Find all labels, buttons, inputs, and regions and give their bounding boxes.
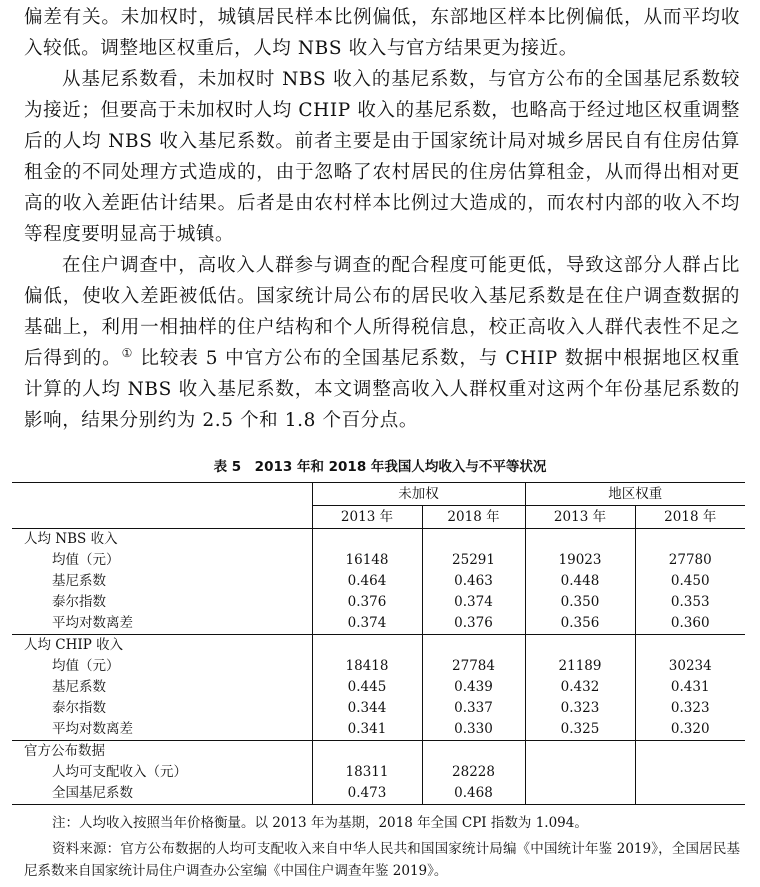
cell-value: 0.432 (525, 677, 635, 698)
cell-value: 19023 (525, 550, 635, 571)
cell-value: 0.341 (312, 719, 422, 741)
cell-value: 0.330 (422, 719, 525, 741)
cell-value: 16148 (312, 550, 422, 571)
cell-value: 0.376 (312, 592, 422, 613)
header-year: 2013 年 (525, 506, 635, 529)
table-source: 资料来源：官方公布数据的人均可支配收入来自中华人民共和国国家统计局编《中国统计年鉴 2019》，全国居民基尼系数来自国家统计局住户调查办公室编《中国住户调查年鉴 2019》。 (24, 841, 740, 879)
section-title-row (12, 635, 745, 657)
table-row (12, 656, 745, 677)
table-row (12, 613, 745, 635)
header-group-unweighted: 未加权 (312, 483, 525, 506)
header-row-groups (12, 483, 745, 506)
cell-value: 0.448 (525, 571, 635, 592)
cell-value: 0.356 (525, 613, 635, 635)
table-row (12, 550, 745, 571)
row-label: 人均可支配收入（元） (52, 764, 187, 780)
row-label: 泰尔指数 (52, 594, 106, 610)
income-inequality-table (12, 482, 745, 805)
paragraph-3-part-b: 比较表 5 中官方公布的全国基尼系数，与 CHIP 数据中根据地区权重计算的人均 NBS 收入基尼系数，本文调整高收入人群权重对这两个年份基尼系数的影响，结果分别约为 2.5 个和 1.8 个百分点。 (24, 348, 740, 431)
cell-value (525, 783, 635, 805)
section-title: 人均 CHIP 收入 (24, 637, 124, 653)
row-label: 平均对数离差 (12, 613, 312, 635)
cell-value: 0.376 (422, 613, 525, 635)
cell-value (635, 783, 745, 805)
table-row (12, 698, 745, 719)
cell-value: 30234 (635, 656, 745, 677)
row-label: 均值（元） (52, 658, 120, 674)
cell-value: 28228 (422, 762, 525, 783)
table-row (12, 719, 745, 741)
section-title-row (12, 741, 745, 763)
cell-value: 0.431 (635, 677, 745, 698)
header-row-years (12, 506, 745, 529)
footnote-marker[interactable]: ① (121, 345, 134, 360)
table-row (12, 592, 745, 613)
cell-value: 0.325 (525, 719, 635, 741)
cell-value: 0.323 (635, 698, 745, 719)
header-empty-cell (12, 506, 312, 529)
row-label: 泰尔指数 (52, 700, 106, 716)
cell-value (635, 762, 745, 783)
header-group-regional-weight: 地区权重 (525, 483, 745, 506)
cell-value: 27784 (422, 656, 525, 677)
cell-value: 18418 (312, 656, 422, 677)
paragraph-3-part-a: 在住户调查中，高收入人群参与调查的配合程度可能更低，导致这部分人群占比偏低，使收入差距被低估。国家统计局公布的居民收入基尼系数是在住户调查数据的基础上，利用一相抽样的住户结构和个人所得税信息，校正高收入人群代表性不足之后得到的。 (24, 255, 740, 369)
cell-value (525, 762, 635, 783)
row-label: 基尼系数 (52, 679, 106, 695)
row-label: 基尼系数 (52, 573, 106, 589)
cell-value: 0.463 (422, 571, 525, 592)
cell-value: 0.374 (422, 592, 525, 613)
cell-value: 27780 (635, 550, 745, 571)
table-row (12, 783, 745, 805)
section-title: 官方公布数据 (24, 743, 105, 759)
cell-value: 0.445 (312, 677, 422, 698)
row-label: 平均对数离差 (12, 719, 312, 741)
table-caption: 表 5 2013 年和 2018 年我国人均收入与不平等状况 (213, 459, 547, 475)
cell-value: 0.320 (635, 719, 745, 741)
row-label: 全国基尼系数 (12, 783, 312, 805)
cell-value: 0.360 (635, 613, 745, 635)
cell-value: 0.374 (312, 613, 422, 635)
table-row (12, 762, 745, 783)
paragraph-1: 偏差有关。未加权时，城镇居民样本比例偏低，东部地区样本比例偏低，从而平均收入较低。调整地区权重后，人均 NBS 收入与官方结果更为接近。 (24, 7, 740, 59)
cell-value: 18311 (312, 762, 422, 783)
section-title: 人均 NBS 收入 (24, 531, 118, 547)
section-title-row (12, 529, 745, 551)
table-row (12, 677, 745, 698)
header-year: 2018 年 (635, 506, 745, 529)
cell-value: 0.353 (635, 592, 745, 613)
cell-value: 0.439 (422, 677, 525, 698)
paragraph-3 (24, 250, 740, 436)
row-label: 均值（元） (52, 552, 120, 568)
cell-value: 0.468 (422, 783, 525, 805)
cell-value: 25291 (422, 550, 525, 571)
cell-value: 0.473 (312, 783, 422, 805)
table-row (12, 571, 745, 592)
header-empty-cell (12, 483, 312, 506)
cell-value: 21189 (525, 656, 635, 677)
cell-value: 0.464 (312, 571, 422, 592)
table-note: 注：人均收入按照当年价格衡量。以 2013 年为基期，2018 年全国 CPI 指数为 1.094。 (52, 815, 588, 831)
cell-value: 0.323 (525, 698, 635, 719)
paragraph-2: 从基尼系数看，未加权时 NBS 收入的基尼系数，与官方公布的全国基尼系数较为接近；但要高于未加权时人均 CHIP 收入的基尼系数，也略高于经过地区权重调整后的人均 NBS 收入基尼系数。前者主要是由于国家统计局对城乡居民自有住房估算租金的不同处理方式造成的，由于忽略了农村居民的住房估算租金，从而得出相对更高的收入差距估计结果。后者是由农村样本比例过大造成的，而农村内部的收入不均等程度要明显高于城镇。 (24, 69, 740, 245)
cell-value: 0.344 (312, 698, 422, 719)
cell-value: 0.350 (525, 592, 635, 613)
cell-value: 0.450 (635, 571, 745, 592)
cell-value: 0.337 (422, 698, 525, 719)
header-year: 2013 年 (312, 506, 422, 529)
header-year: 2018 年 (422, 506, 525, 529)
